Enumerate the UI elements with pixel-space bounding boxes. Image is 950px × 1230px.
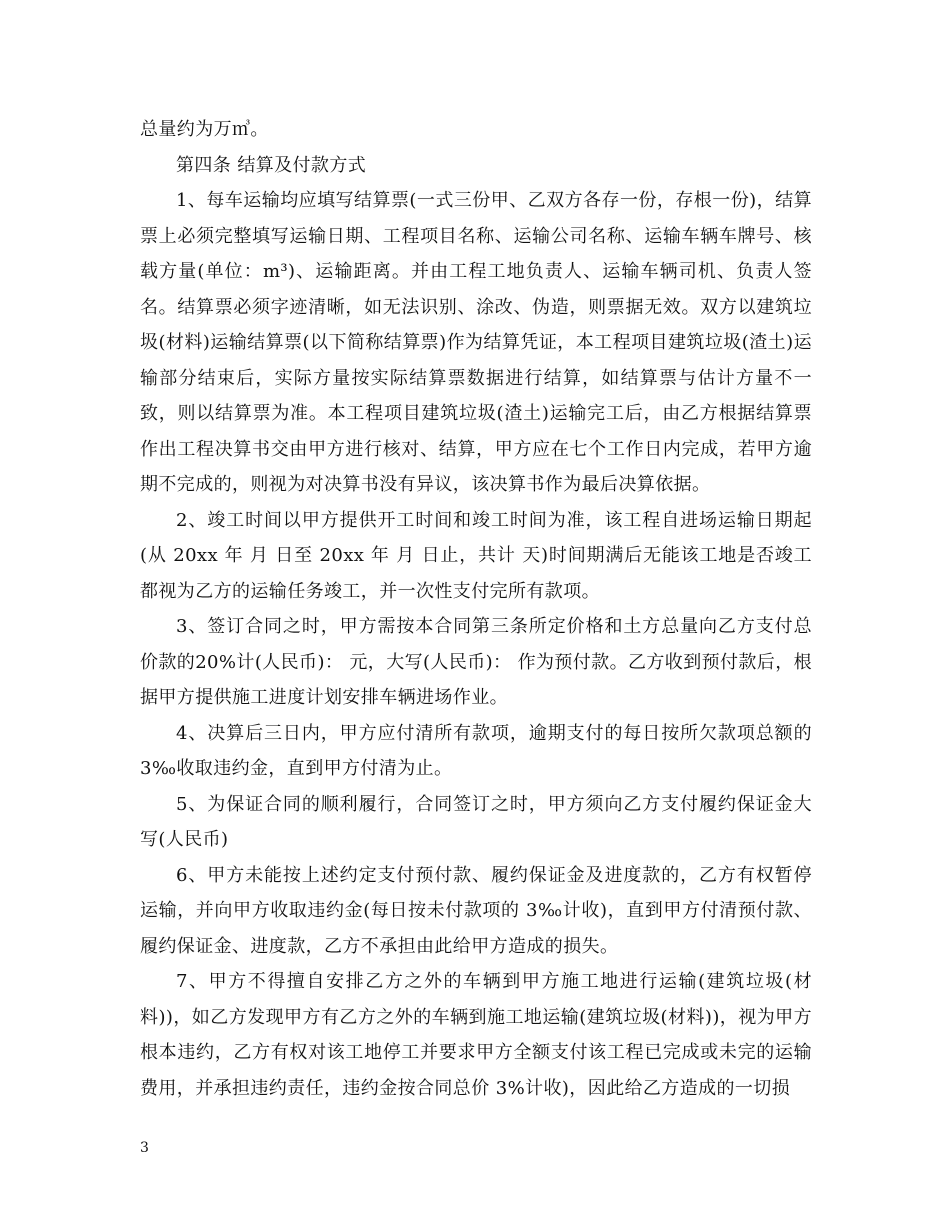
clause-3-paragraph: 3、签订合同之时，甲方需按本合同第三条所定价格和土方总量向乙方支付总价款的20%计(人民币)： 元，大写(人民币)： 作为预付款。乙方收到预付款后，根据甲方提供施工进度计划安排车辆进场作业。	[140, 616, 812, 708]
clause-7-paragraph: 7、甲方不得擅自安排乙方之外的车辆到甲方施工地进行运输(建筑垃圾(材料))，如乙方发现甲方有乙方之外的车辆到施工地运输(建筑垃圾(材料))，视为甲方根本违约，乙方有权对该工地停工并要求甲方全额支付该工程已完成或未完的运输费用，并承担违约责任，违约金按合同总价 3%计收)，因此给乙方造成的一切损	[140, 971, 812, 1099]
clause-6-paragraph: 6、甲方未能按上述约定支付预付款、履约保证金及进度款的，乙方有权暂停运输，并向甲方收取违约金(每日按未付款项的 3‰计收)，直到甲方付清预付款、履约保证金、进度款，乙方不承担由此给甲方造成的损失。	[140, 864, 812, 957]
clause-1-paragraph: 1、每车运输均应填写结算票(一式三份甲、乙双方各存一份，存根一份)，结算票上必须完整填写运输日期、工程项目名称、运输公司名称、运输车辆车牌号、核载方量(单位：m³)、运输距离。并由工程工地负责人、运输车辆司机、负责人签名。结算票必须字迹清晰，如无法识别、涂改、伪造，则票据无效。双方以建筑垃圾(材料)运输结算票(以下简称结算票)作为结算凭证，本工程项目建筑垃圾(渣土)运输部分结束后，实际方量按实际结算票数据进行结算，如结算票与估计方量不一致，则以结算票为准。本工程项目建筑垃圾(渣土)运输完工后，由乙方根据结算票作出工程决算书交由甲方进行核对、结算，甲方应在七个工作日内完成，若甲方逾期不完成的，则视为对决算书没有异议，该决算书作为最后决算依据。	[140, 190, 812, 495]
clause-2-paragraph: 2、竣工时间以甲方提供开工时间和竣工时间为准，该工程自进场运输日期起(从 20xx 年 月 日至 20xx 年 月 日止，共计 天)时间期满后无能该工地是否竣工都视为乙方的运输任务竣工，并一次性支付完所有款项。	[140, 509, 812, 602]
document-body	[140, 112, 812, 1106]
clause-5-paragraph: 5、为保证合同的顺利履行，合同签订之时，甲方须向乙方支付履约保证金大写(人民币)	[140, 793, 812, 850]
clause-4-paragraph: 4、决算后三日内，甲方应付清所有款项，逾期支付的每日按所欠款项总额的3‰收取违约金，直到甲方付清为止。	[140, 722, 812, 779]
section-heading: 第四条 结算及付款方式	[176, 154, 367, 176]
paragraph-continuation: 总量约为万㎥。	[140, 119, 269, 140]
page-number: 3	[140, 1140, 149, 1156]
